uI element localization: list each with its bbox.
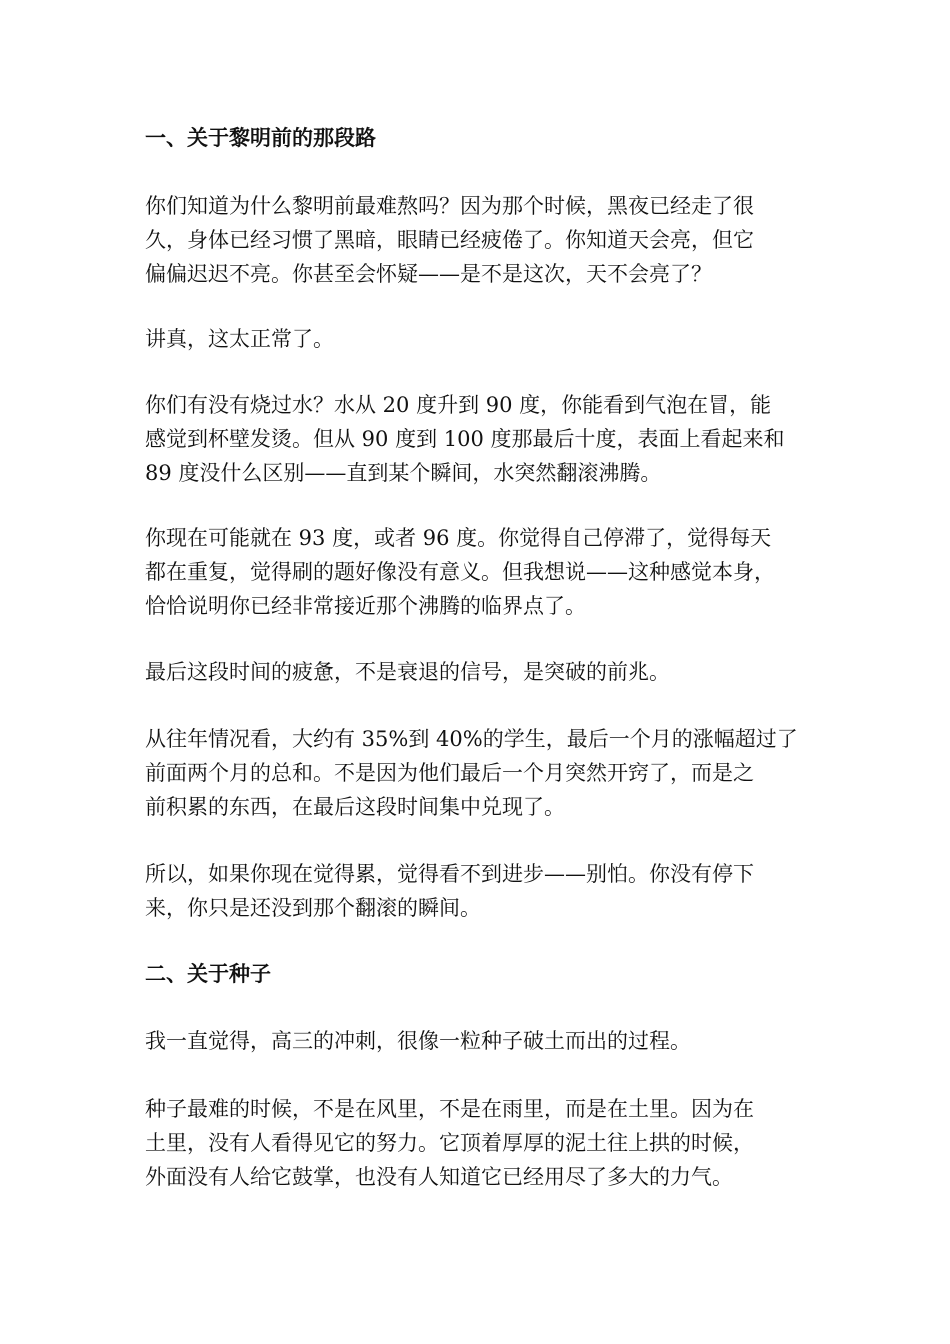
- text-line: 土里，没有人看得见它的努力。它顶着厚厚的泥土往上拱的时候，: [145, 1131, 754, 1155]
- text-line: 来，你只是还没到那个翻滚的瞬间。: [145, 896, 481, 920]
- text-line: 久，身体已经习惯了黑暗，眼睛已经疲倦了。你知道天会亮，但它: [145, 228, 754, 252]
- text-line: 从往年情况看，大约有 35%到 40%的学生，最后一个月的涨幅超过了: [145, 727, 798, 751]
- text-line: 你现在可能就在 93 度，或者 96 度。你觉得自己停滞了，觉得每天: [145, 526, 772, 550]
- text-line: 偏偏迟迟不亮。你甚至会怀疑——是不是这次，天不会亮了？: [145, 262, 712, 286]
- paragraph: [145, 1024, 813, 1058]
- text-line: 恰恰说明你已经非常接近那个沸腾的临界点了。: [145, 594, 586, 618]
- text-line: 最后这段时间的疲惫，不是衰退的信号，是突破的前兆。: [145, 660, 670, 684]
- section-heading: 一、关于黎明前的那段路: [145, 125, 376, 150]
- paragraph: [145, 722, 813, 824]
- text-line: 感觉到杯壁发烫。但从 90 度到 100 度那最后十度，表面上看起来和: [145, 427, 785, 451]
- text-line: 讲真，这太正常了。: [145, 327, 334, 351]
- text-line: 所以，如果你现在觉得累，觉得看不到进步——别怕。你没有停下: [145, 862, 754, 886]
- paragraph: [145, 388, 813, 490]
- paragraph: [145, 857, 813, 925]
- text-line: 你们知道为什么黎明前最难熬吗？因为那个时候，黑夜已经走了很: [145, 194, 754, 218]
- text-line: 前面两个月的总和。不是因为他们最后一个月突然开窍了，而是之: [145, 761, 754, 785]
- text-line: 我一直觉得，高三的冲刺，很像一粒种子破土而出的过程。: [145, 1029, 691, 1053]
- text-line: 你们有没有烧过水？水从 20 度升到 90 度，你能看到气泡在冒，能: [145, 393, 772, 417]
- text-line: 种子最难的时候，不是在风里，不是在雨里，而是在土里。因为在: [145, 1097, 754, 1121]
- section-heading: 二、关于种子: [145, 961, 271, 986]
- paragraph: [145, 322, 813, 356]
- paragraph: [145, 189, 813, 291]
- text-line: 外面没有人给它鼓掌，也没有人知道它已经用尽了多大的力气。: [145, 1165, 733, 1189]
- paragraph: [145, 655, 813, 689]
- text-line: 前积累的东西，在最后这段时间集中兑现了。: [145, 795, 565, 819]
- text-line: 都在重复，觉得刷的题好像没有意义。但我想说——这种感觉本身，: [145, 560, 775, 584]
- text-line: 89 度没什么区别——直到某个瞬间，水突然翻滚沸腾。: [145, 461, 662, 485]
- paragraph: [145, 1092, 813, 1194]
- paragraph: [145, 521, 813, 623]
